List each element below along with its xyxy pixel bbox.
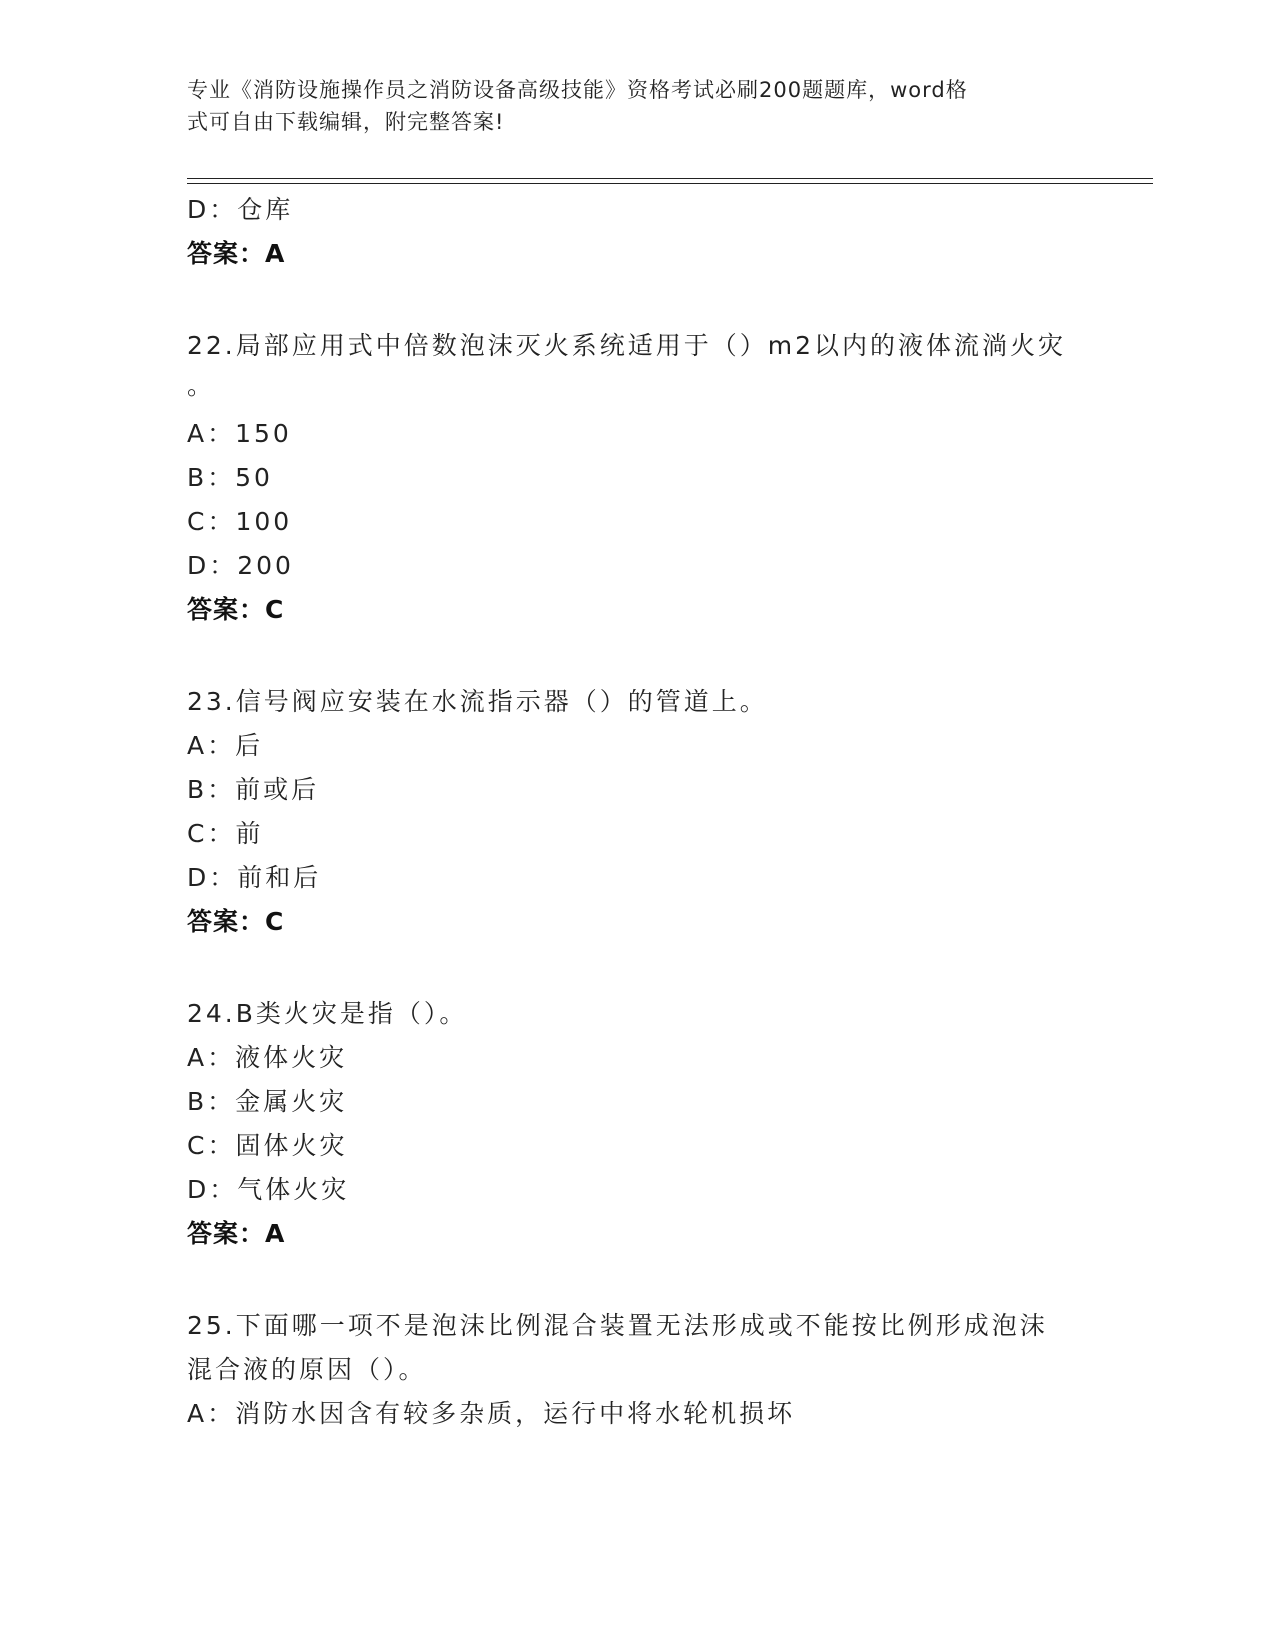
header-divider-top [187,178,1153,179]
q23-option-d: D：前和后 [187,863,322,892]
q22-option-a: A：150 [187,419,292,448]
q24-answer: 答案：A [187,1219,286,1248]
prev-answer: 答案：A [187,239,286,268]
q23-stem-line-1: 23.信号阀应安装在水流指示器（）的管道上。 [187,687,768,716]
header-line-1: 专业《消防设施操作员之消防设备高级技能》资格考试必刷200题题库，word格 [187,78,968,102]
q22-answer: 答案：C [187,595,285,624]
q23-answer: 答案：C [187,907,285,936]
q23-option-c: C：前 [187,819,264,848]
prev-option-d: D：仓库 [187,195,294,224]
q22-option-c: C：100 [187,507,293,536]
q24-stem-line-1: 24.B类火灾是指（）。 [187,999,468,1028]
header-line-2: 式可自由下载编辑，附完整答案! [187,110,505,134]
document-header [187,74,1067,138]
q22-stem-line-2: 。 [187,371,216,400]
header-divider-bottom [187,183,1153,184]
q25-stem-line-2: 混合液的原因（）。 [187,1355,427,1384]
q24-option-c: C：固体火灾 [187,1131,348,1160]
q25-stem-line-1: 25.下面哪一项不是泡沫比例混合装置无法形成或不能按比例形成泡沫 [187,1311,1048,1340]
q24-option-a: A：液体火灾 [187,1043,348,1072]
q23-option-a: A：后 [187,731,264,760]
q22-option-d: D：200 [187,551,294,580]
q22-option-b: B：50 [187,463,273,492]
q24-option-d: D：气体火灾 [187,1175,350,1204]
q23-option-b: B：前或后 [187,775,320,804]
q22-stem-line-1: 22.局部应用式中倍数泡沫灭火系统适用于（）m2以内的液体流淌火灾 [187,331,1067,360]
q24-option-b: B：金属火灾 [187,1087,348,1116]
q25-option-a: A：消防水因含有较多杂质，运行中将水轮机损坏 [187,1399,796,1428]
